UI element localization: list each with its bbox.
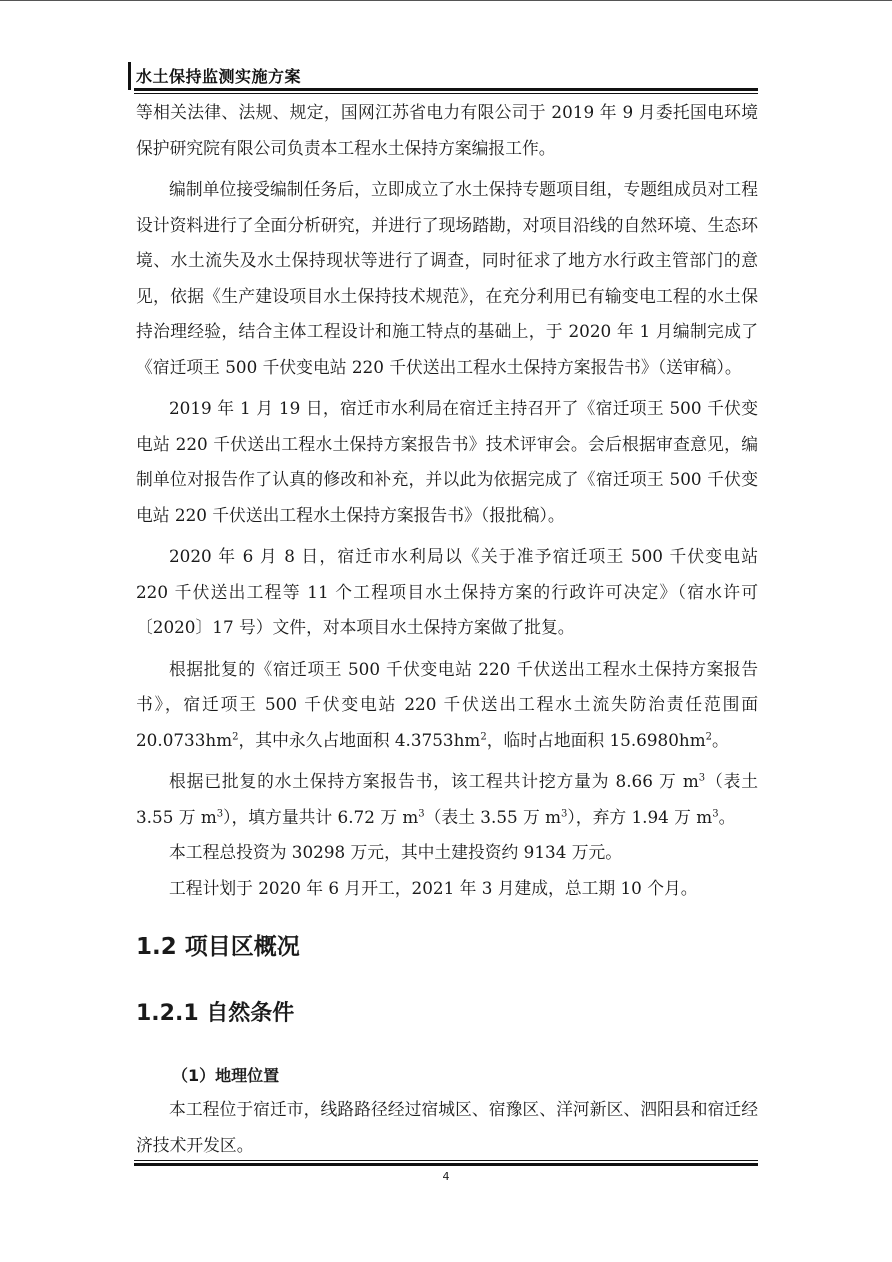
subsection-heading: 1.2.1 自然条件 (136, 1001, 295, 1026)
paragraph-review-meeting: 2019 年 1 月 19 日，宿迁市水利局在宿迁主持召开了《宿迁项王 500 千伏变电站 220 千伏送出工程水土保持方案报告书》技术评审会。会后根据审查意见，编制单位对报告作了认真的修改和补充，并以此为依据完成了《宿迁项王 500 千伏变电站 220 千伏送出工程水土保持方案报告书》（报批稿）。 (136, 398, 758, 525)
footer-rule-thick (134, 1163, 758, 1166)
body-text-block (136, 95, 758, 906)
paragraph-area: 根据批复的《宿迁项王 500 千伏变电站 220 千伏送出工程水土保持方案报告书》，宿迁项王 500 千伏变电站 220 千伏送出工程水土流失防治责任范围面 $20.0733hm^2$，其中永久占地面积 $4.3753hm^2$，临时占地面积 $15.6980hm^2$。 (136, 658, 758, 750)
sub-item-heading: （1）地理位置 (172, 1066, 280, 1085)
header-rule-thin (134, 93, 758, 94)
paragraph-location: 本工程位于宿迁市，线路路径经过宿城区、宿豫区、洋河新区、泗阳县和宿迁经济技术开发区。 (136, 1099, 758, 1155)
location-text-block (136, 1092, 758, 1163)
paragraph-schedule: 工程计划于 2020 年 6 月开工，2021 年 3 月建成，总工期 10 个月。 (169, 877, 698, 898)
page-number: 4 (442, 1170, 450, 1183)
header-left-bar (128, 62, 131, 90)
paragraph-continuation: 等相关法律、法规、规定，国网江苏省电力有限公司于 2019 年 9 月委托国电环境保护研究院有限公司负责本工程水土保持方案编报工作。 (136, 102, 758, 158)
paragraph-compilation: 编制单位接受编制任务后，立即成立了水土保持专题项目组，专题组成员对工程设计资料进行了全面分析研究，并进行了现场踏勘，对项目沿线的自然环境、生态环境、水土流失及水土保持现状等进行了调查，同时征求了地方水行政主管部门的意见，依据《生产建设项目水土保持技术规范》，在充分利用已有输变电工程的水土保持治理经验，结合主体工程设计和施工特点的基础上，于 2020 年 1 月编制完成了《宿迁项王 500 千伏变电站 220 千伏送出工程水土保持方案报告书》（送审稿）。 (136, 179, 758, 377)
paragraph-earthwork: 根据已批复的水土保持方案报告书，该工程共计挖方量为 8.66 万 $m^3$（表土 3.55 万 $m^3$），填方量共计 6.72 万 $m^3$（表土 3.55 万 $m^3$），弃方 1.94 万 $m^3$。 (136, 771, 758, 827)
top-border-line (0, 0, 892, 1)
running-header-title: 水土保持监测实施方案 (136, 67, 302, 86)
header-rule-thick (134, 88, 758, 91)
paragraph-investment: 本工程总投资为 30298 万元，其中土建投资约 9134 万元。 (169, 842, 623, 862)
footer-rule-thin (134, 1160, 758, 1161)
section-heading: 1.2 项目区概况 (136, 934, 300, 960)
paragraph-approval: 2020 年 6 月 8 日，宿迁市水利局以《关于准予宿迁项王 500 千伏变电站 220 千伏送出工程等 11 个工程项目水土保持方案的行政许可决定》（宿水许可〔2020〕17 号）文件，对本项目水土保持方案做了批复。 (136, 546, 758, 637)
